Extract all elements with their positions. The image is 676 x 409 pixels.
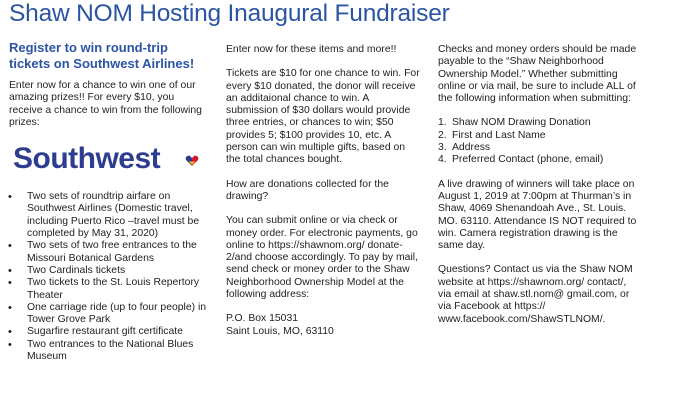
list-number: 4. [438, 154, 447, 166]
required-info-item [438, 117, 638, 129]
required-info-item [438, 142, 638, 154]
list-text: Shaw NOM Drawing Donation [452, 117, 591, 129]
address-line-2: Saint Louis, MO, 63110 [226, 325, 334, 337]
prize-item: • Two entrances to the National Blues Museum [7, 339, 207, 364]
prize-item: • Two sets of two free entrances to the Missouri Botanical Gardens [7, 240, 207, 265]
contact-info-text: Questions? Contact us via the Shaw NOM website at https://shawnom.org/ contact/, via email at shaw.stl.nom@ gmail.com, or via Facebook at https:// www.facebook.com/ShawSTLNOM/. [438, 264, 633, 325]
register-subhead: Register to win round-trip tickets on Southwest Airlines! [9, 40, 195, 71]
list-number: 3. [438, 142, 447, 154]
prize-item: • Two tickets to the St. Louis Repertory Theater [7, 277, 207, 302]
prize-item: • Two sets of roundtrip airfare on Southwest Airlines (Domestic travel, including Puerto Rico –travel must be completed by May 31, 2020) [7, 191, 207, 240]
page-title: Shaw NOM Hosting Inaugural Fundraiser [9, 0, 450, 27]
required-info-list [438, 117, 638, 166]
column-instructions [438, 44, 638, 338]
drawing-info-text: A live drawing of winners will take place on August 1, 2019 at 7:00pm at Thurman’s in Shaw, 4069 Shenandoah Ave., St. Louis. MO. 63110. Attendance IS NOT required to win. Camera registration drawing is the same day. [438, 178, 637, 252]
required-info-item [438, 154, 638, 166]
donation-question-text: How are donations collected for the drawing? [226, 178, 389, 202]
prize-item: • Sugarfire restaurant gift certificate [7, 326, 207, 338]
required-info-item [438, 130, 638, 142]
address-line-1: P.O. Box 15031 [226, 313, 299, 325]
list-number: 1. [438, 117, 447, 129]
list-number: 2. [438, 129, 447, 141]
ticket-info-text: Tickets are $10 for one chance to win. For every $10 donated, the donor will receive an additaional chance to win. A submission of $30 dollars would provide three entries, or chances to win; $50 provides 5; $100 provides 10, etc. A person can win multiple gifts, based on the total chances bought. [226, 68, 420, 166]
intro-text: Enter now for a chance to win one of our amazing prizes!! For every $10, you receive a chance to win from the following prizes: [9, 80, 202, 128]
prize-item: • Two Cardinals tickets [7, 265, 207, 277]
enter-now-text: Enter now for these items and more!! [226, 44, 397, 55]
southwest-logo-text: Southwest [13, 142, 161, 176]
southwest-logo [13, 141, 203, 183]
list-text: Address [452, 142, 491, 154]
heart-icon [185, 155, 199, 167]
column-details [226, 44, 422, 338]
column-prizes [7, 40, 207, 363]
prize-list [7, 191, 207, 363]
list-text: First and Last Name [452, 129, 546, 141]
mailing-address [226, 313, 422, 338]
payment-info-text: You can submit online or via check or money order. For electronic payments, go online to https://shawnom.org/ donate-2/and choose accordingly. To pay by mail, send check or money order to the Shaw Neighborhood Ownership Model at the following address: [226, 215, 418, 301]
payable-to-text: Checks and money orders should be made payable to the “Shaw Neighborhood Ownership Model.” Whether submitting online or via mail, be sure to include ALL of the following information when submitting: [438, 44, 637, 105]
list-text: Preferred Contact (phone, email) [452, 154, 604, 166]
prize-item: • One carriage ride (up to four people) in Tower Grove Park [7, 302, 207, 327]
